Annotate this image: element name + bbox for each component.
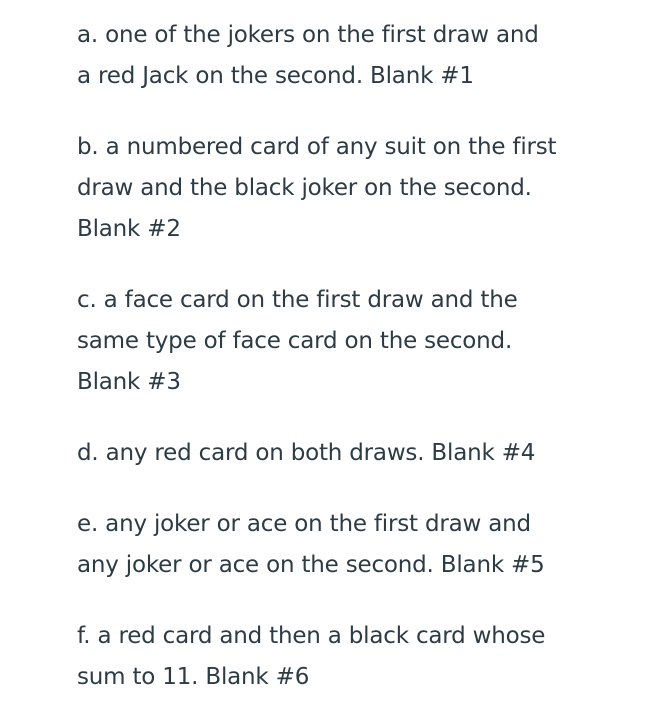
question-a-line-2: a red Jack on the second. Blank #1 (77, 63, 474, 89)
question-e (77, 504, 637, 586)
question-d (77, 433, 637, 474)
question-c-line-3: Blank #3 (77, 369, 181, 395)
question-b-line-2: draw and the black joker on the second. (77, 175, 532, 201)
question-e-line-1: e. any joker or ace on the first draw and (77, 511, 531, 537)
question-a (77, 15, 637, 97)
question-d-line-1: d. any red card on both draws. Blank #4 (77, 440, 536, 466)
question-list (77, 15, 637, 728)
question-b-line-1: b. a numbered card of any suit on the first (77, 134, 557, 160)
question-a-line-1: a. one of the jokers on the first draw and (77, 22, 539, 48)
question-c-line-2: same type of face card on the second. (77, 328, 513, 354)
question-f-line-1: f. a red card and then a black card whose (77, 623, 546, 649)
question-c (77, 280, 637, 403)
question-f-line-2: sum to 11. Blank #6 (77, 664, 310, 690)
question-f (77, 616, 637, 698)
question-b-line-3: Blank #2 (77, 216, 181, 242)
question-c-line-1: c. a face card on the first draw and the (77, 287, 518, 313)
question-b (77, 127, 637, 250)
question-e-line-2: any joker or ace on the second. Blank #5 (77, 552, 545, 578)
